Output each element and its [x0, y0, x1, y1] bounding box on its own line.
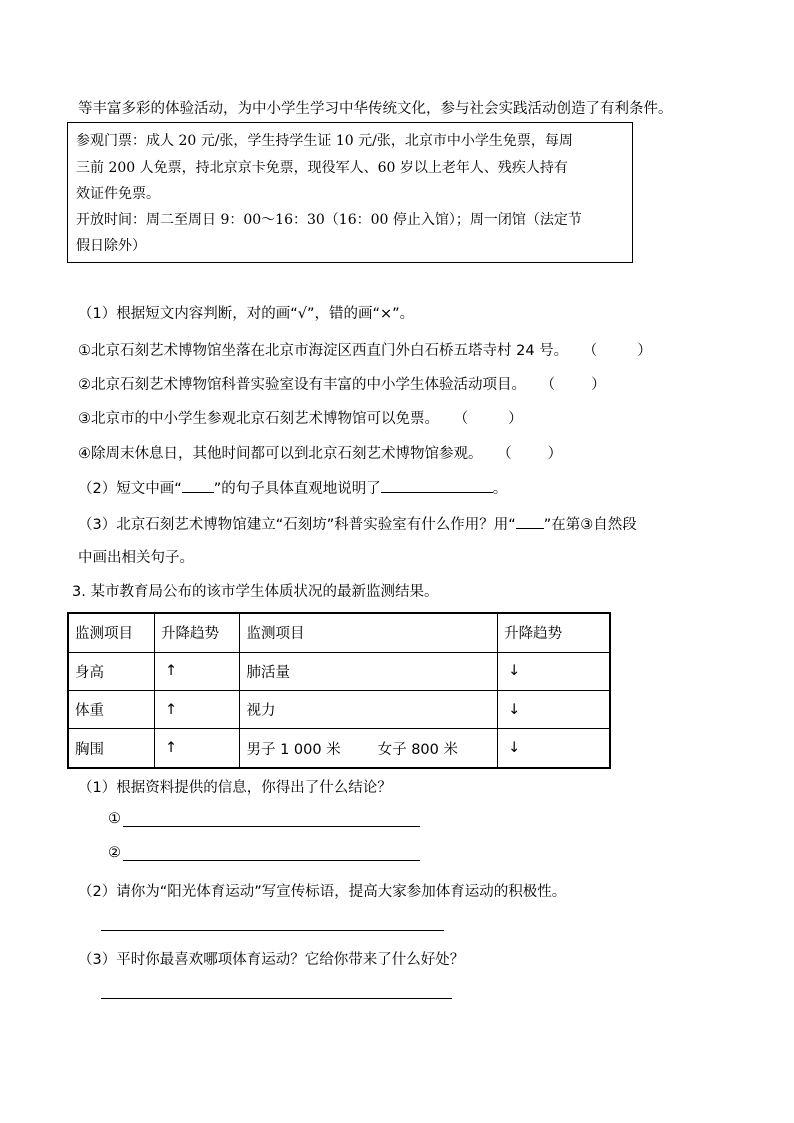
table-header-row [68, 613, 610, 652]
ticket-info-box [67, 122, 633, 263]
question-1-prompt: （1）根据短文内容判断，对的画“√”，错的画“×”。 [78, 306, 415, 322]
info-line: 效证件免票。 [76, 186, 160, 202]
underline-mark-blank [182, 479, 214, 493]
section-3-question-2: （2）请你为“阳光体育运动”写宣传标语，提高大家参加体育运动的积极性。 [78, 884, 567, 900]
section-3-heading: 3. 某市教育局公布的该市学生体质状况的最新监测结果。 [72, 584, 439, 600]
info-line: 假日除外） [76, 238, 146, 254]
paren-open: （ [497, 446, 512, 462]
answer-mark-1: ① [108, 811, 121, 827]
question-3 [78, 513, 637, 534]
table-cell: 胸围 [68, 729, 154, 768]
table-cell: 男子 1 000 米 女子 800 米 [240, 729, 498, 768]
trend-cell: ↑ [154, 652, 240, 690]
trend-cell: ↑ [154, 690, 240, 728]
answer-paren[interactable] [541, 373, 606, 394]
q2-suffix: 。 [492, 481, 508, 497]
paren-open: （ [582, 343, 598, 359]
trend-cell: ↑ [154, 729, 240, 768]
answer-line-1[interactable] [123, 826, 420, 827]
q3-prefix: （3）北京石刻艺术博物馆建立“石刻坊”科普实验室有什么作用？用“ [78, 517, 516, 533]
answer-paren[interactable] [497, 442, 562, 463]
sport-answer-line[interactable] [101, 998, 452, 999]
paren-close: ） [547, 446, 563, 462]
table-cell: 肺活量 [240, 652, 498, 690]
monitor-table [67, 612, 611, 769]
table-header: 升降趋势 [154, 613, 240, 652]
trend-cell: ↓ [498, 729, 610, 768]
intro-line: 等丰富多彩的体验活动，为中小学生学习中华传统文化，参与社会实践活动创造了有利条件。 [78, 101, 673, 117]
q3-suffix: ”在第③自然段 [543, 517, 637, 533]
question-2 [78, 477, 507, 498]
paren-close: ） [637, 343, 652, 359]
answer-paren[interactable] [454, 407, 523, 428]
table-cell: 视力 [240, 690, 498, 728]
answer-paren[interactable] [583, 339, 652, 360]
info-line: 三前 200 人免票，持北京京卡免票，现役军人、60 岁以上老年人、残疾人持有 [76, 160, 568, 176]
judge-item-text: ④除周末休息日，其他时间都可以到北京石刻艺术博物馆参观。 [78, 446, 483, 462]
judge-item-3 [78, 407, 523, 428]
table-header: 监测项目 [68, 613, 154, 652]
table-cell: 体重 [68, 690, 154, 728]
answer-mark-2: ② [108, 845, 121, 861]
table-row [68, 652, 610, 690]
info-line: 参观门票：成人 20 元/张，学生持学生证 10 元/张，北京市中小学生免票，每周 [76, 133, 573, 149]
table-row [68, 729, 610, 768]
judge-item-text: ①北京石刻艺术博物馆坐落在北京市海淀区西直门外白石桥五塔寺村 24 号。 [78, 343, 569, 359]
trend-cell: ↓ [498, 690, 610, 728]
paren-close: ） [508, 411, 523, 427]
paren-open: （ [540, 377, 556, 393]
answer-line-2[interactable] [123, 860, 420, 861]
question-3-line-2: 中画出相关句子。 [78, 550, 194, 566]
table-header: 升降趋势 [498, 613, 610, 652]
table-cell: 身高 [68, 652, 154, 690]
answer-blank[interactable] [381, 479, 493, 493]
section-3-question-3: （3）平时你最喜欢哪项体育运动？它给你带来了什么好处？ [78, 952, 465, 968]
underline-mark-blank [516, 515, 544, 529]
q2-middle: ”的句子具体直观地说明了 [213, 481, 381, 497]
judge-item-text: ③北京市的中小学生参观北京石刻艺术博物馆可以免票。 [78, 411, 439, 427]
table-header: 监测项目 [240, 613, 498, 652]
trend-cell: ↓ [498, 652, 610, 690]
slogan-answer-line[interactable] [101, 930, 444, 931]
judge-item-4 [78, 442, 562, 463]
judge-item-text: ②北京石刻艺术博物馆科普实验室设有丰富的中小学生体验活动项目。 [78, 377, 526, 393]
judge-item-1 [78, 339, 652, 360]
info-line: 开放时间：周二至周日 9：00～16：30（16：00 停止入馆）；周一闭馆（法定节 [76, 212, 582, 228]
q2-prefix: （2）短文中画“ [78, 481, 182, 497]
judge-item-2 [78, 373, 606, 394]
paren-open: （ [453, 411, 469, 427]
paren-close: ） [591, 377, 606, 393]
table-row [68, 690, 610, 728]
section-3-question-1: （1）根据资料提供的信息，你得出了什么结论？ [78, 780, 392, 796]
